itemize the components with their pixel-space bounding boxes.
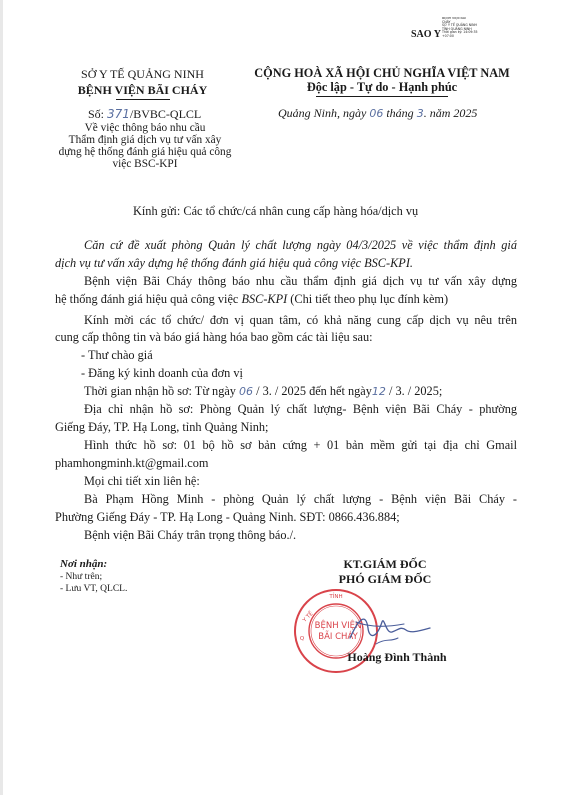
handwritten-signature	[346, 608, 436, 652]
date-line	[278, 106, 477, 121]
nation-title: CỘNG HOÀ XÃ HỘI CHỦ NGHĨA VIỆT NAM	[254, 66, 510, 80]
date-month-label: tháng	[386, 106, 414, 120]
receive-time	[84, 382, 442, 401]
invite-line-2: cung cấp thông tin và báo giá hàng hóa bao gồm các tài liệu sau:	[55, 330, 373, 344]
basis-line-2: dịch vụ tư vấn xây dựng hệ thống đánh giá hiệu quả công việc BSC-KPI.	[55, 256, 413, 270]
left-header	[60, 66, 225, 100]
notice-line-1: Bệnh viện Bãi Cháy thông báo nhu cầu thẩm định giá dịch vụ tư vấn xây dựng	[84, 274, 517, 288]
time-start-day: 06	[239, 385, 254, 398]
date-prefix: Quảng Ninh, ngày	[278, 106, 367, 120]
time-mid: / 3. / 2025 đến hết ngày	[253, 384, 372, 398]
seal-line-2: BÃI CHÁY	[318, 632, 358, 642]
contact-block	[84, 490, 517, 508]
address-line-1: Địa chỉ nhận hồ sơ: Phòng Quản lý chất lượng- Bệnh viện Bãi Cháy - phường	[84, 402, 517, 416]
motto: Độc lập - Tự do - Hạnh phúc	[306, 80, 458, 94]
header-divider	[116, 99, 170, 100]
document-number	[88, 107, 201, 122]
subject-line: Về việc thông báo nhu cầu	[84, 122, 206, 134]
recipients-title: Nơi nhận:	[60, 558, 108, 570]
contact-line-1: Bà Phạm Hồng Minh - phòng Quản lý chất lượng - Bệnh viện Bãi Cháy -	[84, 492, 517, 506]
form-block	[84, 436, 517, 454]
notice-text: hệ thống đánh giá hiệu quả công việc	[55, 292, 242, 306]
seal-side-text: Y TẾ	[301, 610, 315, 624]
time-end: / 3. / 2025;	[385, 384, 443, 398]
org-name: SỞ Y TẾ QUẢNG NINH	[81, 67, 204, 81]
contact-line-2: Phường Giếng Đáy - TP. Hạ Long - Quảng Ninh. SĐT: 0866.436.884;	[55, 510, 400, 524]
subject-block	[55, 122, 235, 170]
date-day: 06	[369, 107, 384, 120]
subject-line: Thẩm định giá dịch vụ tư vấn xây	[68, 134, 222, 146]
paragraph-basis	[84, 236, 517, 254]
recipient-line: Kính gửi: Các tổ chức/cá nhân cung cấp hàng hóa/dịch vụ	[133, 204, 419, 218]
closing-line: Bệnh viện Bãi Cháy trân trọng thông báo./.	[84, 528, 297, 542]
copy-stamp-box	[442, 17, 480, 47]
recipients-item: - Như trên;	[60, 572, 103, 582]
notice-bsc-kpi: BSC-KPI	[241, 292, 288, 306]
copy-stamp-line: +07:00	[442, 33, 454, 38]
number-handwritten: 371	[107, 107, 130, 121]
signer-role-2: PHÓ GIÁM ĐỐC	[338, 572, 432, 586]
recipients-item: - Lưu VT, QLCL.	[60, 584, 128, 594]
time-label: Thời gian nhận hồ sơ: Từ ngày	[84, 384, 240, 398]
seal-line-1: BỆNH VIỆN	[314, 621, 362, 631]
seal-top-text: TỈNH	[329, 594, 343, 600]
signer-role-1: KT.GIÁM ĐỐC	[343, 557, 427, 571]
copy-stamp-label: SAO Y	[411, 29, 441, 40]
address-line-2: Giếng Đáy, TP. Hạ Long, tỉnh Quảng Ninh;	[55, 420, 269, 434]
list-item: - Đăng ký kinh doanh của đơn vị	[81, 366, 243, 380]
list-item: - Thư chào giá	[81, 348, 153, 362]
paragraph-notice	[84, 272, 517, 290]
time-end-day: 12	[371, 385, 386, 398]
address-block	[84, 400, 517, 418]
recipients-block	[60, 557, 127, 595]
form-line-1: Hình thức hồ sơ: 01 bộ hồ sơ bản cứng + 01 bản mềm gửi tại địa chỉ Gmail	[84, 438, 517, 452]
paragraph-invite	[84, 311, 517, 329]
signer-name: Hoàng Đình Thành	[347, 650, 447, 664]
subject-line: việc BSC-KPI	[112, 158, 178, 170]
invite-line-1: Kính mời các tổ chức/ đơn vị quan tâm, có khả năng cung cấp dịch vụ nêu trên	[84, 313, 517, 327]
subject-line: dựng hệ thống đánh giá hiệu quả công	[58, 146, 232, 158]
motto-block	[248, 80, 516, 97]
contact-email: phamhongminh.kt@gmail.com	[55, 456, 209, 470]
number-label: Số:	[88, 107, 105, 121]
copy-stamp-line: BỆNH VIỆN BÃI	[442, 17, 466, 20]
basis-line-1: Căn cứ đề xuất phòng Quản lý chất lượng ngày 04/3/2025 về việc thẩm định giá	[84, 238, 517, 252]
notice-line-2	[55, 290, 448, 308]
notice-appendix: (Chi tiết theo phụ lục đính kèm)	[287, 292, 449, 306]
seal-left-text: Q	[299, 636, 305, 642]
page-edge	[0, 0, 3, 795]
date-month: 3	[416, 107, 424, 120]
copy-stamp-line: CHÁY	[442, 19, 451, 24]
number-suffix: /BVBC-QLCL	[129, 107, 202, 121]
motto-underline	[316, 96, 448, 97]
contact-intro: Mọi chi tiết xin liên hệ:	[84, 474, 200, 488]
hospital-name: BỆNH VIỆN BÃI CHÁY	[77, 83, 208, 97]
copy-stamp-line: SỞ Y TẾ QUẢNG NINH	[442, 23, 477, 28]
date-year: . năm 2025	[423, 106, 478, 120]
copy-stamp-line: TỈNH QUẢNG NINH	[442, 26, 472, 31]
copy-stamp-line: Thời gian ký: 14:09:35	[442, 30, 478, 35]
